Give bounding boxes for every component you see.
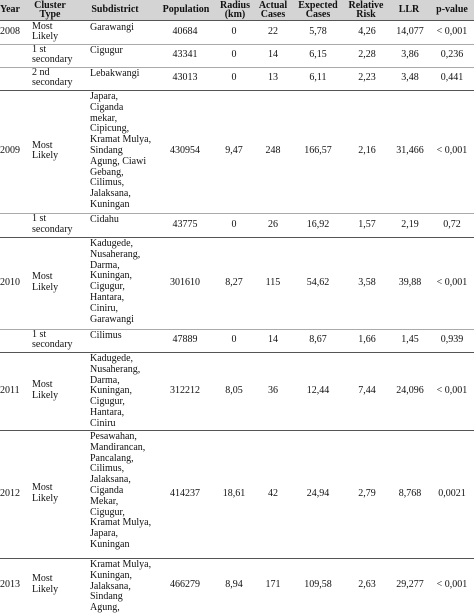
header-actual-cases: Actual Cases (258, 0, 288, 20)
cell-pop: 466279 (170, 578, 200, 590)
cell-pop: 47889 (172, 334, 198, 346)
cell-radius: 9,47 (225, 145, 243, 157)
cell-actual: 248 (265, 145, 281, 157)
cell-p: < 0,001 (436, 384, 468, 396)
cell-expected: 6,11 (309, 72, 327, 84)
cell-year: 2009 (0, 145, 20, 157)
cell-pop: 43341 (172, 49, 198, 61)
cell-radius: 0 (231, 26, 237, 38)
cell-p: < 0,001 (436, 276, 468, 288)
cell-rr: 1,66 (358, 334, 376, 346)
cell-llr: 3,86 (401, 49, 419, 61)
cell-sub: Kramat Mulya, Kuningan, Jalaksana, Sindang Agung, (90, 559, 152, 614)
cell-rr: 2,28 (358, 49, 376, 61)
row-separator (0, 558, 474, 559)
cell-expected: 166,57 (304, 145, 332, 157)
cell-actual: 22 (268, 26, 278, 38)
cell-expected: 109,58 (304, 578, 332, 590)
cell-radius: 0 (231, 218, 237, 230)
row-separator (0, 213, 474, 214)
cell-rr: 1,57 (358, 218, 376, 230)
row-separator (0, 329, 474, 330)
header-expected-cases: Expected Cases (298, 0, 338, 20)
cell-llr: 31,466 (396, 145, 424, 157)
cell-radius: 0 (231, 334, 237, 346)
header-cluster-type: Cluster Type (34, 0, 66, 20)
cell-sub: Kadugede, Nusaherang, Darma, Kuningan, Cigugur, Hantara, Ciniru, Garawangi (90, 238, 141, 325)
cell-rr: 3,58 (358, 276, 376, 288)
cell-sub: Cigugur (90, 45, 123, 56)
cell-actual: 26 (268, 218, 278, 230)
cell-p: < 0,001 (436, 26, 468, 38)
cell-llr: 1,45 (401, 334, 419, 346)
cell-radius: 0 (231, 72, 237, 84)
cell-rr: 7,44 (358, 384, 376, 396)
cell-rr: 2,79 (358, 487, 376, 499)
cell-rr: 2,16 (358, 145, 376, 157)
cell-type: 2 nd secondary (32, 66, 73, 89)
cell-pop: 301610 (170, 276, 200, 288)
cell-actual: 13 (268, 72, 278, 84)
cell-actual: 115 (265, 276, 281, 288)
row-separator (0, 90, 474, 91)
cell-actual: 14 (268, 49, 278, 61)
cell-llr: 24,096 (396, 384, 424, 396)
cell-year: 2013 (0, 578, 20, 590)
cell-radius: 18,61 (222, 487, 246, 499)
table-header (0, 0, 474, 20)
cell-p: 0,72 (443, 218, 461, 230)
cell-rr: 4,26 (358, 26, 376, 38)
cell-expected: 5,78 (309, 26, 327, 38)
cell-radius: 8,27 (225, 276, 243, 288)
cell-expected: 16,92 (306, 218, 330, 230)
cell-pop: 40684 (172, 26, 198, 38)
cell-pop: 430954 (170, 145, 200, 157)
row-separator (0, 20, 474, 21)
cell-llr: 8,768 (398, 487, 422, 499)
cell-rr: 2,63 (358, 578, 376, 590)
cell-sub: Cidahu (90, 214, 119, 225)
row-separator (0, 237, 474, 238)
cell-rr: 2,23 (358, 72, 376, 84)
cell-sub: Kadugede, Nusaherang, Darma, Kuningan, Cigugur, Hantara, Ciniru (90, 353, 141, 429)
cell-pop: 312212 (170, 384, 200, 396)
header-year: Year (0, 4, 20, 16)
cell-sub: Pesawahan, Mandirancan, Pancalang, Cilimus, Jalaksana, Ciganda Mekar, Cigugur, Kramat Mulya, Japara, Kuningan (90, 431, 152, 550)
cell-llr: 14,077 (396, 26, 424, 38)
cell-sub: Cilimus (90, 330, 122, 341)
row-separator (0, 44, 474, 45)
cell-year: 2011 (0, 384, 20, 396)
cell-type: Most Likely (32, 20, 59, 43)
cell-radius: 8,94 (225, 578, 243, 590)
row-separator (0, 430, 474, 431)
cell-type: Most Likely (32, 139, 59, 162)
header-subdistrict: Subdistrict (91, 4, 139, 16)
cell-expected: 6,15 (309, 49, 327, 61)
cell-year: 2012 (0, 487, 20, 499)
cell-llr: 29,277 (396, 578, 424, 590)
cell-llr: 2,19 (401, 218, 419, 230)
cell-actual: 171 (265, 578, 281, 590)
cell-radius: 0 (231, 49, 237, 61)
cell-sub: Japara, Ciganda mekar, Cipicung, Kramat Mulya, Sindang Agung, Ciawi Gebang, Cilimus, Jalaksana, Kuningan (90, 91, 152, 210)
cell-p: < 0,001 (436, 578, 468, 590)
cell-pop: 43775 (172, 218, 198, 230)
cell-year: 2008 (0, 26, 20, 38)
cell-pop: 43013 (172, 72, 198, 84)
cell-type: Most Likely (32, 379, 59, 401)
cell-p: 0,939 (440, 334, 464, 346)
cell-p: 0,441 (440, 72, 464, 84)
cell-actual: 36 (268, 384, 278, 396)
cell-type: 1 st secondary (32, 328, 73, 351)
cell-year: 2010 (0, 276, 20, 288)
cell-expected: 12,44 (306, 384, 330, 396)
cell-sub: Lebakwangi (90, 68, 140, 79)
cell-actual: 42 (268, 487, 278, 499)
cell-type: 1 st secondary (32, 213, 73, 235)
cell-type: 1 st secondary (32, 43, 73, 66)
header-llr: LLR (398, 4, 420, 16)
cell-p: < 0,001 (436, 145, 468, 157)
row-separator (0, 67, 474, 68)
cell-pop: 414237 (170, 487, 200, 499)
cell-type: Most Likely (32, 271, 59, 293)
cell-p: 0,236 (440, 49, 464, 61)
header-relative-risk: Relative Risk (348, 0, 384, 20)
cell-p: 0,0021 (438, 487, 466, 499)
header-radius: Radius (km) (219, 0, 250, 20)
cell-actual: 14 (268, 334, 278, 346)
header-population: Population (162, 4, 210, 16)
cell-radius: 8,05 (225, 384, 243, 396)
cell-expected: 24,94 (306, 487, 330, 499)
row-separator (0, 352, 474, 353)
header-p-value: p-value (436, 4, 468, 16)
cell-llr: 3,48 (401, 72, 419, 84)
cell-sub: Garawangi (90, 22, 134, 33)
cell-type: Most Likely (32, 573, 59, 595)
cell-type: Most Likely (32, 482, 59, 504)
cell-expected: 8,67 (309, 334, 327, 346)
cell-expected: 54,62 (306, 276, 330, 288)
cell-llr: 39,88 (398, 276, 422, 288)
